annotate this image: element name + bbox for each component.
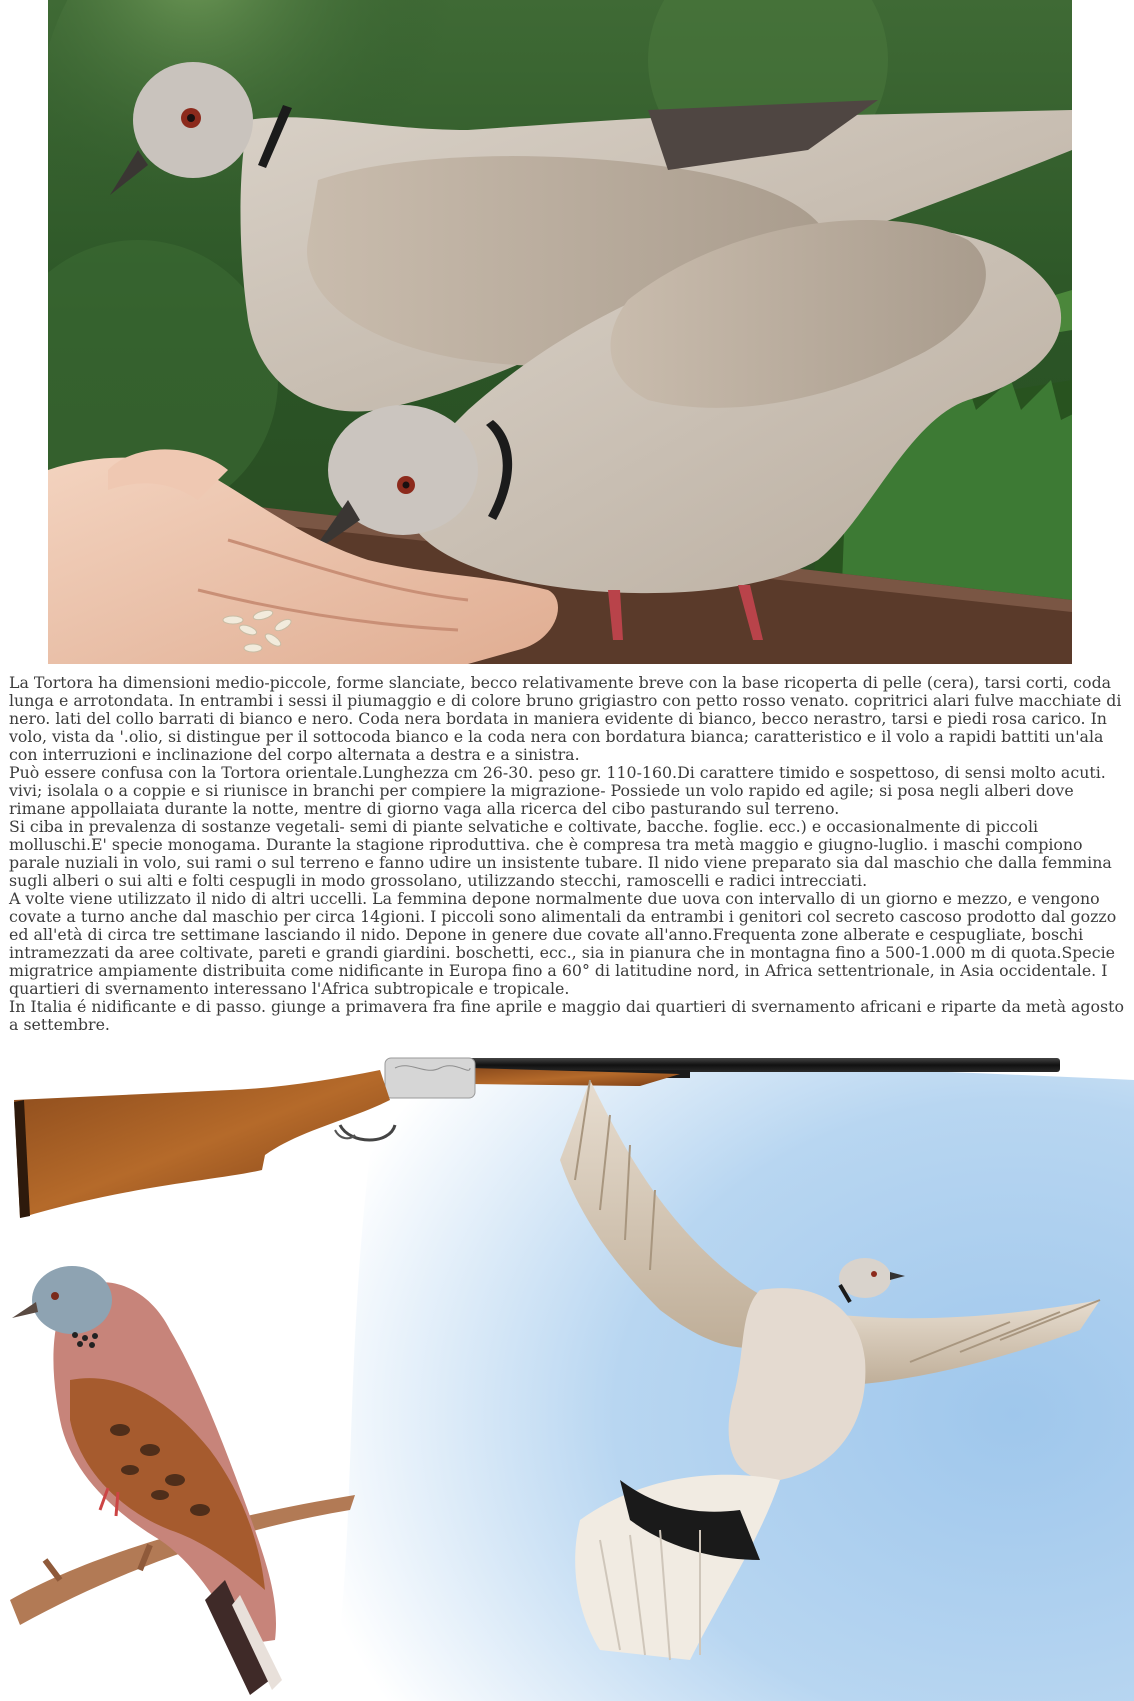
collared-doves-illustration bbox=[48, 0, 1072, 664]
article-paragraph: Si ciba in prevalenza di sostanze vegetali- semi di piante selvatiche e coltivate, bacche. foglie. ecc.) e occasionalmente di piccoli molluschi.E' specie monogama. Durante la stagione riproduttiva. che è compresa tra metà maggio e giugno-luglio. i maschi compiono parale nuziali in volo, sui rami o sul terreno e fanno udire un insistente tubare. Il nido viene preparato sia dal maschio che dalla femmina sugli alberi o sui alti e folti cespugli in modo grossolano, utilizzando stecchi, ramoscelli e radici intrecciati. bbox=[9, 817, 1112, 890]
article-paragraph: In Italia é nidificante e di passo. giunge a primavera fra fine aprile e maggio dai quartieri di svernamento africani e riparte da metà agosto a settembre. bbox=[9, 997, 1125, 1034]
article-paragraph: La Tortora ha dimensioni medio-piccole, forme slanciate, becco relativamente breve con la base ricoperta di pelle (cera), tarsi corti, coda lunga e arrotondata. In entrambi i sessi il piumaggio e di colore bruno grigiastro con petto rosso venato. copritrici alari fulve macchiate di nero. lati del collo barrati di bianco e nero. Coda nera bordata in maniera evidente di bianco, becco nerastro, tarsi e piedi rosa carico. In volo, vista da '.olio, si distingue per il sottocoda bianco e la coda nera con bordatura bianca; caratteristico e il volo a rapidi battiti un'ala con interruzioni e inclinazione del corpo alternata a destra e a sinistra. bbox=[9, 673, 1122, 764]
turtle-dove-illustration bbox=[10, 1266, 355, 1695]
lower-collage bbox=[0, 1040, 1134, 1701]
collared-doves-photo bbox=[48, 0, 1072, 664]
article-body bbox=[9, 674, 1129, 1034]
article-paragraph: A volte viene utilizzato il nido di altri uccelli. La femmina depone normalmente due uova con intervallo di un giorno e mezzo, e vengono covate a turno anche dal maschio per circa 14gioni. I piccoli sono alimentali da entrambi i genitori col secreto cascoso prodotto dal gozzo ed all'età di circa tre settimane lasciando il nido. Depone in genere due covate all'anno.Frequenta zone alberate e cespugliate, boschi intramezzati da aree coltivate, pareti e grandi giardini. boschetti, ecc., sia in pianura che in montagna fino a 500-1.000 m di quota.Specie migratrice ampiamente distribuita come nidificante in Europa fino a 60° di latitudine nord, in Africa settentrionale, in Asia occidentale. I quartieri di svernamento interessano l'Africa subtropicale e tropicale. bbox=[9, 889, 1117, 998]
article-paragraph: Può essere confusa con la Tortora orientale.Lunghezza cm 26-30. peso gr. 110-160.Di carattere timido e sospettoso, di sensi molto acuti. vivi; isolala o a coppie e si riunisce in branchi per compiere la migrazione- Possiede un volo rapido ed agile; si posa negli alberi dove rimane appollaiata durante la notte, mentre di giorno vaga alla ricerca del cibo pasturando sul terreno. bbox=[9, 763, 1106, 818]
hunting-collage-illustration bbox=[0, 1040, 1134, 1701]
